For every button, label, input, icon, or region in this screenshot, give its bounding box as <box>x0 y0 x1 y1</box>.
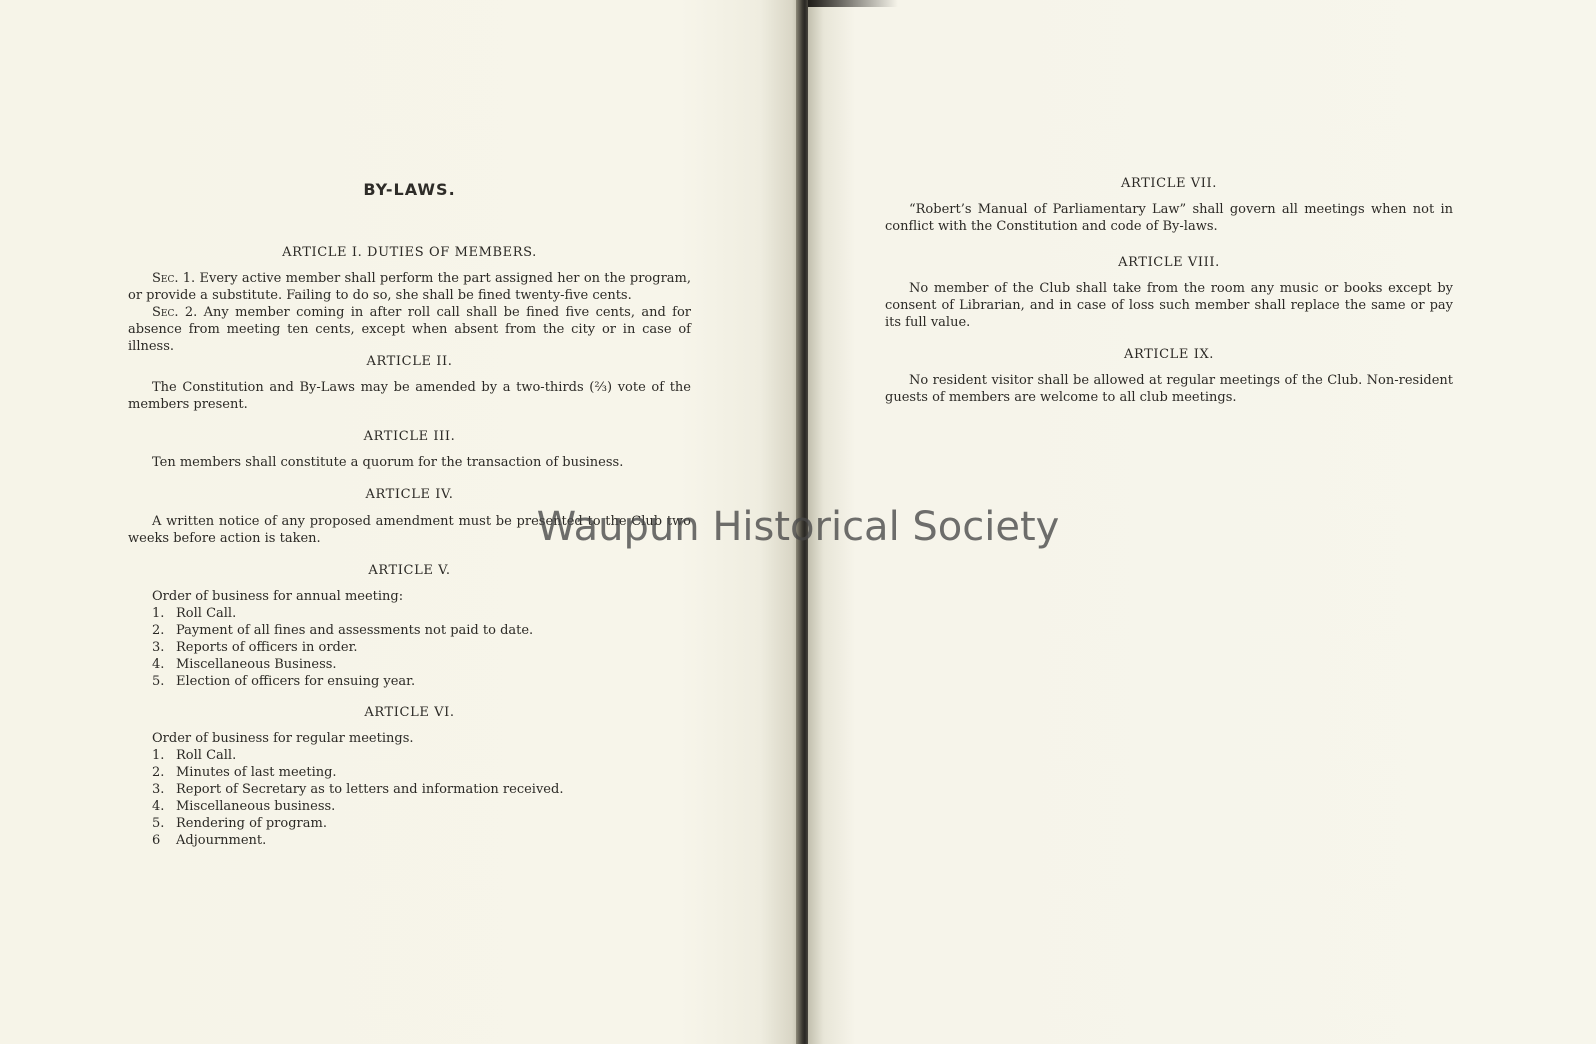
list-item-number: 3. <box>152 782 165 797</box>
list-item <box>152 605 672 622</box>
list-item <box>152 832 672 849</box>
list-item-number: 2. <box>152 765 165 780</box>
sec-1-text: Every active member shall perform the part assigned her on the program, or provide a substitute. Failing to do so, she shall be fined twenty-five cents. <box>128 271 691 303</box>
article-2-heading: ARTICLE II. <box>366 354 453 369</box>
article-9-heading: ARTICLE IX. <box>1123 347 1215 362</box>
list-item-number: 2. <box>152 623 165 638</box>
list-item <box>152 673 672 690</box>
list-item <box>152 798 672 815</box>
article-6-intro: Order of business for regular meetings. <box>152 731 414 746</box>
list-item <box>152 656 672 673</box>
sec-2-text: Any member coming in after roll call shall be fined five cents, and for absence from meeting ten cents, except when absent from the city or in case of illness. <box>128 305 692 354</box>
regular-meeting-order-list <box>152 747 672 849</box>
article-4-heading: ARTICLE IV. <box>365 487 454 502</box>
bylaws-title: BY-LAWS. <box>363 180 456 199</box>
article-6-heading: ARTICLE VI. <box>364 705 455 720</box>
article-3-text: Ten members shall constitute a quorum for the transaction of business. <box>152 455 624 470</box>
article-9-text: No resident visitor shall be allowed at regular meetings of the Club. Non-resident guests of members are welcome to all club meetings. <box>885 373 1453 405</box>
list-item-number: 5. <box>152 674 165 689</box>
list-item-number: 1. <box>152 748 165 763</box>
article-8-heading: ARTICLE VIII. <box>1118 255 1220 270</box>
list-item-text: Miscellaneous business. <box>176 799 336 814</box>
list-item <box>152 764 672 781</box>
sec-1-label: Sec. 1. <box>152 271 196 286</box>
list-item-number: 6 <box>152 833 161 848</box>
list-item-text: Report of Secretary as to letters and information received. <box>176 782 564 797</box>
article-7-heading: ARTICLE VII. <box>1121 176 1217 191</box>
list-item-text: Rendering of program. <box>176 816 327 831</box>
article-8-text: No member of the Club shall take from the room any music or books except by consent of Librarian, and in case of loss such member shall replace the same or pay its full value. <box>885 281 1453 330</box>
article-4-text: A written notice of any proposed amendment must be presented to the Club two weeks before action is taken. <box>128 514 691 546</box>
list-item-number: 5. <box>152 816 165 831</box>
list-item-text: Reports of officers in order. <box>176 640 358 655</box>
list-item <box>152 622 672 639</box>
article-2-text: The Constitution and By-Laws may be amended by a two-thirds (⅔) vote of the members present. <box>128 380 691 412</box>
list-item-number: 4. <box>152 657 165 672</box>
list-item-number: 4. <box>152 799 165 814</box>
watermark: Waupun Historical Society <box>536 504 1060 550</box>
list-item-number: 3. <box>152 640 165 655</box>
list-item <box>152 747 672 764</box>
annual-meeting-order-list <box>152 605 672 690</box>
list-item-text: Payment of all fines and assessments not paid to date. <box>176 623 534 638</box>
list-item-text: Roll Call. <box>176 748 237 763</box>
list-item-text: Adjournment. <box>176 833 267 848</box>
article-1-heading: ARTICLE I. DUTIES OF MEMBERS. <box>282 245 537 260</box>
list-item-text: Minutes of last meeting. <box>176 765 337 780</box>
right-page <box>808 0 1596 1044</box>
article-1-sec-1 <box>128 270 691 304</box>
page-top-shadow <box>808 0 898 7</box>
article-7-text: “Robert’s Manual of Parliamentary Law” shall govern all meetings when not in conflict with the Constitution and code of By-laws. <box>885 202 1453 234</box>
article-5-intro: Order of business for annual meeting: <box>152 589 404 604</box>
list-item-text: Roll Call. <box>176 606 237 621</box>
list-item-number: 1. <box>152 606 165 621</box>
article-3-heading: ARTICLE III. <box>363 429 456 444</box>
list-item <box>152 639 672 656</box>
article-5-heading: ARTICLE V. <box>368 563 451 578</box>
list-item <box>152 815 672 832</box>
list-item-text: Election of officers for ensuing year. <box>176 674 416 689</box>
list-item <box>152 781 672 798</box>
sec-2-label: Sec. 2. <box>152 305 198 320</box>
article-1-sec-2 <box>128 304 691 355</box>
list-item-text: Miscellaneous Business. <box>176 657 337 672</box>
